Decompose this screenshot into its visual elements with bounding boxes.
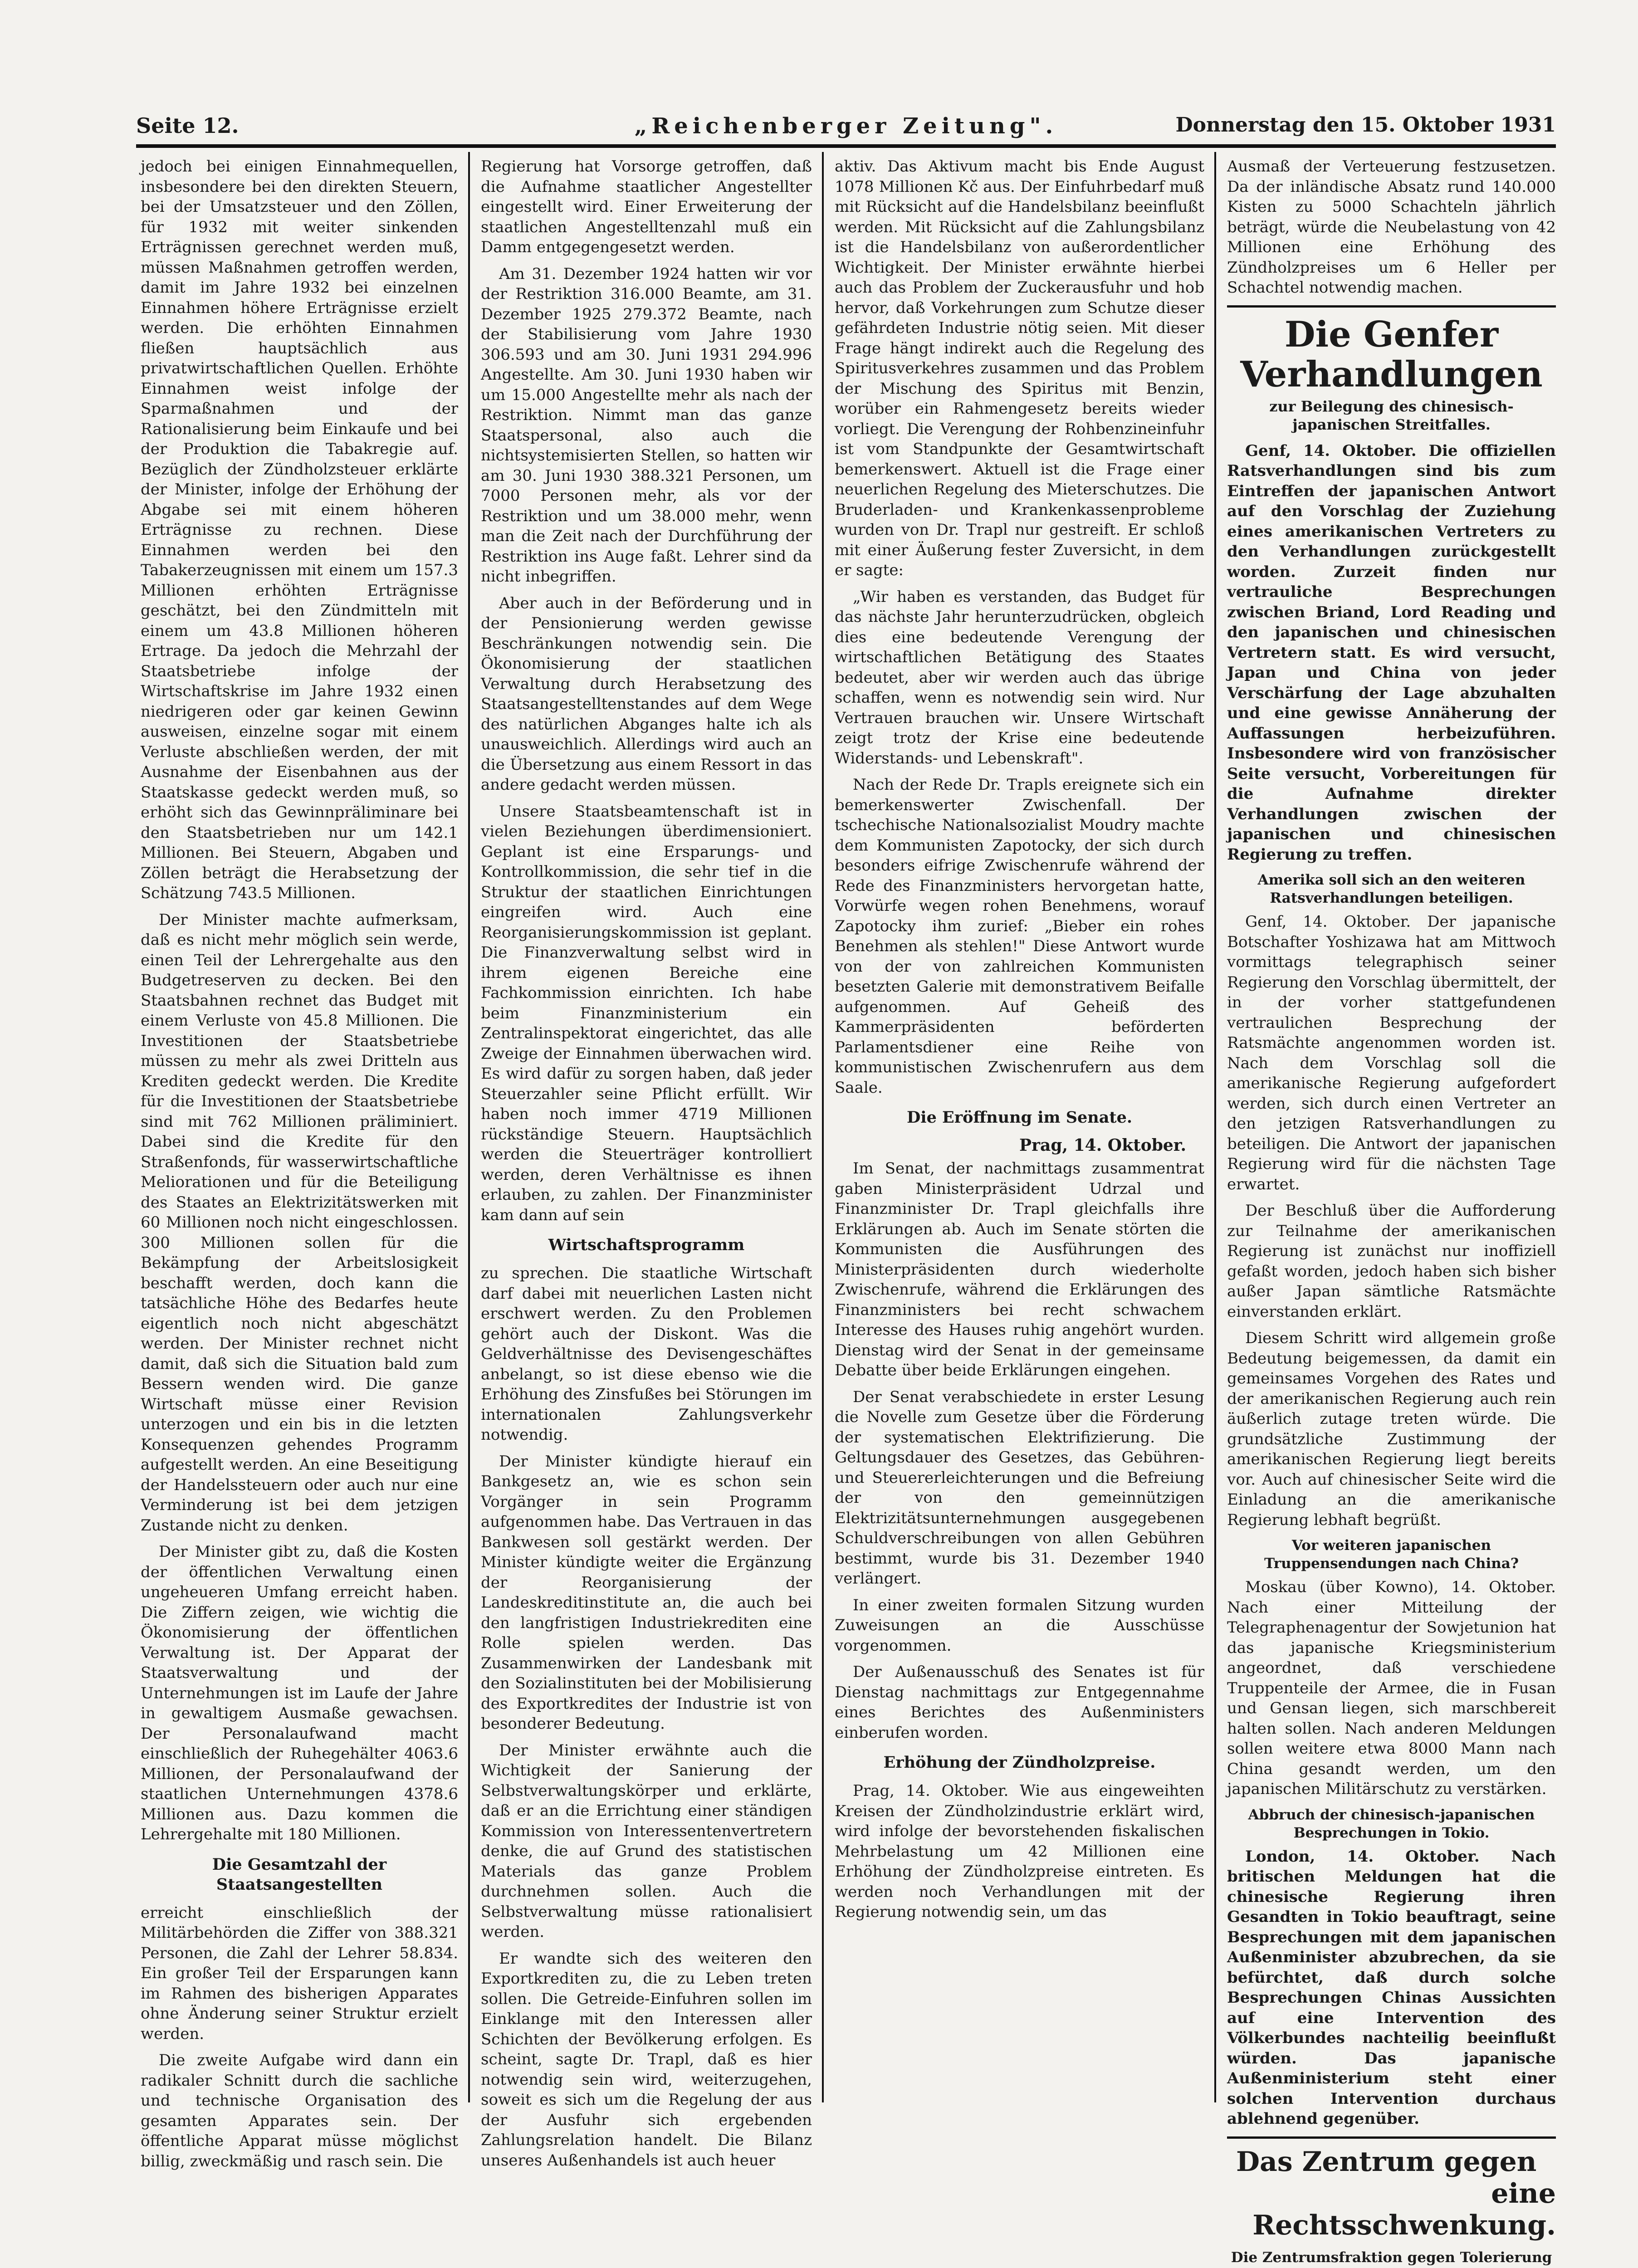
paragraph: „Wir haben es verstanden, das Budget für das nächste Jahr herunterzudrücken, obgleich dies eine bedeutende Verengung der wirtschaftlichen Betätigung des Staates bedeutet, aber wir werden auch das übrige schaffen, wenn es notwendig sein wird. Nur Vertrauen brauchen wir. Unsere Wirtschaft zeigt trotz der Krise eine bedeutende Widerstands- und Lebenskraft". xyxy=(835,587,1204,769)
paragraph: aktiv. Das Aktivum macht bis Ende August 1078 Millionen Kč aus. Der Einfuhrbedarf muß mit Rücksicht auf die Handelsbilanz beeinflußt werden. Mit Rücksicht auf die Zahlungsbilanz ist die Handelsbilanz von außerordentlicher Wichtigkeit. Der Minister erwähnte hierbei auch das Problem der Zuckerausfuhr und hob hervor, daß Vorkehrungen zum Schutze dieser gefährdeten Industrie nötig seien. Mit dieser Frage hängt indirekt auch die Regelung des Spiritusverkehres zusammen und das Problem der Mischung des Spiritus mit Benzin, worüber ein Rahmengesetz bereits wieder vorliegt. Die Verengung der Rohbenzineinfuhr ist vom Standpunkte der Gesamtwirtschaft bemerkenswert. Aktuell ist die Frage einer neuerlichen Regelung des Mieterschutzes. Die Bruderladen- und Krankenkassenprobleme wurden von Dr. Trapl nur gestreift. Er schloß mit einer Äußerung fester Zuversicht, in dem er sagte: xyxy=(835,156,1204,581)
subheading: Die Gesamtzahl der Staatsangestellten xyxy=(141,1855,458,1895)
paragraph: Der Außenausschuß des Senates ist für Dienstag nachmittags zur Entgegennahme eines Berichtes des Außenministers einberufen worden. xyxy=(835,1662,1204,1743)
subheading: Vor weiteren japanischen Truppensendungen nach China? xyxy=(1227,1536,1556,1573)
column-divider xyxy=(1214,152,1216,2102)
paragraph: Die zweite Aufgabe wird dann ein radikaler Schnitt durch die sachliche und technische Organisation des gesamten Apparates sein. Der öffentliche Apparat müsse möglichst billig, zweckmäßig und rasch sein. Die xyxy=(141,2050,458,2171)
paragraph: London, 14. Oktober. Nach britischen Meldungen hat die chinesische Regierung ihren Gesandten in Tokio beauftragt, seine Besprechungen mit dem japanischen Außenminister abzubrechen, da sie befürchtet, daß durch solche Besprechungen Chinas Aussichten auf eine Intervention des Völkerbundes nachteilig beeinflußt würden. Das japanische Außenministerium steht einer solchen Intervention durchaus ablehnend gegenüber. xyxy=(1227,1847,1556,2129)
section-rule xyxy=(1227,2136,1556,2139)
column-4 xyxy=(1227,156,1556,2107)
paragraph: zu sprechen. Die staatliche Wirtschaft darf dabei mit neuerlichen Lasten nicht erschwert werden. Zu den Problemen gehört auch der Diskont. Was die Geldverhältnisse des Devisengeschäftes anbelangt, so ist diese ebenso wie die Erhöhung des Zinsfußes bei Störungen im internationalen Zahlungsverkehr notwendig. xyxy=(481,1263,812,1445)
headline-line-2: eine Rechtsschwenkung. xyxy=(1227,2178,1556,2241)
header-rule xyxy=(136,144,1556,148)
paragraph: Der Minister erwähnte auch die Wichtigkeit der Sanierung der Selbstverwaltungskörper und erklärte, daß er an die Errichtung einer ständigen Kommission von Interessentenvertretern denke, die auf Grund des statistischen Materials das ganze Problem durchnehmen sollen. Auch die Selbstverwaltung müsse rationalisiert werden. xyxy=(481,1740,812,1942)
paragraph: Der Minister kündigte hierauf ein Bankgesetz an, wie es schon sein Vorgänger in sein Programm aufgenommen habe. Das Vertrauen in das Bankwesen soll gestärkt werden. Der Minister kündigte weiter die Ergänzung der Reorganisierung der Landeskreditinstitute an, die auch bei den langfristigen Industriekrediten eine Rolle spielen werden. Das Zusammenwirken der Landesbank mit den Sozialinstituten bei der Mobilisierung des Exportkredites der Industrie ist von besonderer Bedeutung. xyxy=(481,1452,812,1734)
subheading: Die Eröffnung im Senate. xyxy=(835,1108,1204,1128)
dateline: Prag, 14. Oktober. xyxy=(835,1136,1204,1155)
paragraph: Der Senat verabschiedete in erster Lesung die Novelle zum Gesetze über die Förderung der systematischen Elektrifizierung. Die Geltungsdauer des Gesetzes, das Gebühren- und Steuererleichterungen und die Befreiung der von den gemeinnützigen Elektrizitätsunternehmungen ausgegebenen Schuldverschreibungen von allen Gebühren bestimmt, wurde bis 31. Dezember 1940 verlängert. xyxy=(835,1387,1204,1589)
paragraph: Nach der Rede Dr. Trapls ereignete sich ein bemerkenswerter Zwischenfall. Der tschechische Nationalsozialist Moudry machte dem Kommunisten Zapotocky, der sich durch besonders eifrige Zwischenrufe während der Rede des Finanzministers hervorgetan hatte, Vorwürfe wegen rohen Benehmens, worauf Zapotocky ihm zurief: „Bieber ein rohes Benehmen als stehlen!" Diese Antwort wurde von der von zahlreichen Kommunisten besetzten Galerie mit demonstrativem Beifalle aufgenommen. Auf Geheiß des Kammerpräsidenten beförderten Parlamentsdiener eine Reihe von kommunistischen Zwischenrufern aus dem Saale. xyxy=(835,775,1204,1098)
column-divider xyxy=(468,152,470,2102)
subheading: Wirtschaftsprogramm xyxy=(481,1235,812,1255)
paragraph: Er wandte sich des weiteren den Exportkrediten zu, die zu Leben treten sollen. Die Getreide-Einfuhren sollen im Einklange mit den Interessen aller Schichten der Bevölkerung erfolgen. Es scheint, sagte Dr. Trapl, daß es hier notwendig sein wird, weiterzugehen, soweit es sich um die Regelung der aus der Ausfuhr sich ergebenden Zahlungsrelation handelt. Die Bilanz unseres Außenhandels ist auch heuer xyxy=(481,1949,812,2171)
headline-subtitle: zur Beilegung des chinesisch-japanischen Streitfalles. xyxy=(1227,397,1556,434)
paragraph: Ausmaß der Verteuerung festzusetzen. Da der inländische Absatz rund 140.000 Kisten zu 5000 Schachteln jährlich beträgt, würde die Neubelastung von 42 Millionen eine Erhöhung des Zündholzpreises um 6 Heller per Schachtel notwendig machen. xyxy=(1227,156,1556,298)
subheading: Abbruch der chinesisch-japanischen Besprechungen in Tokio. xyxy=(1227,1806,1556,1842)
paragraph: Unsere Staatsbeamtenschaft ist in vielen Beziehungen überdimensioniert. Geplant ist eine Ersparungs- und Kontrollkommission, die sehr tief in die Struktur der staatlichen Einrichtungen eingreifen wird. Auch eine Reorganisierungskommission ist geplant. Die Finanzverwaltung selbst wird in ihrem eigenen Bereiche eine Fachkommission einrichten. Ich habe beim Finanzministerium ein Zentralinspektorat eingerichtet, das alle Zweige der Einnahmen überwachen wird. Es wird dafür zu sorgen haben, daß jeder Steuerzahler seine Pflicht erfüllt. Wir haben noch immer 4719 Millionen rückständige Steuern. Hauptsächlich werden die Steuerträger kontrolliert werden, deren Verhältnisse es ihnen erlauben, zu zahlen. Der Finanzminister kam dann auf sein xyxy=(481,802,812,1226)
paragraph: In einer zweiten formalen Sitzung wurden Zuweisungen an die Ausschüsse vorgenommen. xyxy=(835,1595,1204,1656)
page-header xyxy=(136,113,1556,145)
paragraph: Der Minister gibt zu, daß die Kosten der öffentlichen Verwaltung einen ungeheueren Umfang erreicht haben. Die Ziffern zeigen, wie wichtig die Ökonomisierung der öffentlichen Verwaltung ist. Der Apparat der Staatsverwaltung und der Unternehmungen ist im Laufe der Jahre in gewaltigem Ausmaße gewachsen. Der Personalaufwand macht einschließlich der Ruhegehälter 4063.6 Millionen, der Personalaufwand der staatlichen Unternehmungen 4378.6 Millionen aus. Dazu kommen die Lehrergehalte mit 180 Millionen. xyxy=(141,1542,458,1845)
paragraph: Der Beschluß über die Aufforderung zur Teilnahme der amerikanischen Regierung ist zunächst nur inoffiziell gefaßt worden, jedoch haben sich bisher außer Japan sämtliche Ratsmächte einverstanden erklärt. xyxy=(1227,1201,1556,1322)
paragraph: Genf, 14. Oktober. Der japanische Botschafter Yoshizawa hat am Mittwoch vormittags telegraphisch seiner Regierung den Vorschlag übermittelt, der in der vorher stattgefundenen vertraulichen Besprechung der Ratsmächte angenommen worden ist. Nach dem Vorschlag soll die amerikanische Regierung aufgefordert werden, sich durch einen Vertreter an den jetzigen Ratsverhandlungen zu beteiligen. Die Antwort der japanischen Regierung wird für die nächsten Tage erwartet. xyxy=(1227,912,1556,1194)
paragraph: Prag, 14. Oktober. Wie aus eingeweihten Kreisen der Zündholzindustrie erklärt wird, wird infolge der bevorstehenden fiskalischen Mehrbelastung um 42 Millionen eine Erhöhung der Zündholzpreise eintreten. Es werden noch Verhandlungen mit der Regierung notwendig sein, um das xyxy=(835,1781,1204,1922)
paragraph: Aber auch in der Beförderung und in der Pensionierung werden gewisse Beschränkungen notwendig sein. Die Ökonomisierung der staatlichen Verwaltung durch Herabsetzung des Staatsangestelltenstandes auf dem Wege des natürlichen Abganges halte ich als unausweichlich. Allerdings wird auch an die Übersetzung aus einem Ressort in das andere gedacht werden müssen. xyxy=(481,593,812,795)
paragraph: Am 31. Dezember 1924 hatten wir vor der Restriktion 316.000 Beamte, am 31. Dezember 1925 279.372 Beamte, nach der Stabilisierung vom Jahre 1930 306.593 und am 30. Juni 1931 294.996 Angestellte. Am 30. Juni 1930 haben wir um 15.000 Angestellte mehr als nach der Restriktion. Nimmt man das ganze Staatspersonal, also auch die nichtsystemisierten Stellen, so hatten wir am 30. Juni 1930 388.321 Personen, um 7000 Personen mehr, als vor der Restriktion und um 38.000 mehr, wenn man die Zeit nach der Durchführung der Restriktion ins Auge faßt. Lehrer sind da nicht inbegriffen. xyxy=(481,264,812,587)
subheading: Amerika soll sich an den weiteren Ratsverhandlungen beteiligen. xyxy=(1227,871,1556,907)
headline-subtitle: Die Zentrumsfraktion gegen Tolerierung xyxy=(1227,2248,1556,2268)
column-divider xyxy=(822,152,824,2102)
issue-date: Donnerstag den 15. Oktober 1931 xyxy=(1176,113,1556,137)
newspaper-title: „Reichenberger Zeitung". xyxy=(136,113,1556,139)
paragraph: Genf, 14. Oktober. Die offiziellen Ratsverhandlungen sind bis zum Eintreffen der japanischen Antwort auf den Vorschlag der Zuziehung eines amerikanischen Vertreters zu den Verhandlungen zurückgestellt worden. Zurzeit finden nur vertrauliche Besprechungen zwischen Briand, Lord Reading und den japanischen und chinesischen Vertretern statt. Es wird versucht, Japan und China von jeder Verschärfung der Lage abzuhalten und eine gewisse Annäherung der Auffassungen herbeizuführen. Insbesondere wird von französischer Seite versucht, Vorbereitungen für die Aufnahme direkter Verhandlungen zwischen der japanischen und chinesischen Regierung zu treffen. xyxy=(1227,441,1556,865)
section-rule xyxy=(1227,305,1556,308)
paragraph: erreicht einschließlich der Militärbehörden die Ziffer von 388.321 Personen, die Zahl der Lehrer 58.834. Ein großer Teil der Ersparungen kann im Rahmen des bisherigen Apparates ohne Änderung seiner Struktur erzielt werden. xyxy=(141,1903,458,2044)
paragraph: jedoch bei einigen Einnahmequellen, insbesondere bei den direkten Steuern, bei der Umsatzsteuer und den Zöllen, für 1932 mit weiter sinkenden Erträgnissen gerechnet werden muß, müssen Maßnahmen getroffen werden, damit im Jahre 1932 bei einzelnen Einnahmen höhere Erträgnisse erzielt werden. Die erhöhten Einnahmen fließen hauptsächlich aus privatwirtschaftlichen Quellen. Erhöhte Einnahmen weist infolge der Sparmaßnahmen und der Rationalisierung beim Einkaufe und bei der Produktion die Tabakregie auf. Bezüglich der Zündholzsteuer erklärte der Minister, infolge der Erhöhung der Abgabe sei mit einem höheren Erträgnisse zu rechnen. Diese Einnahmen werden bei den Tabakerzeugnissen mit einem um 157.3 Millionen erhöhten Erträgnisse geschätzt, bei den Zündmitteln mit einem um 43.8 Millionen höheren Ertrage. Da jedoch die Mehrzahl der Staatsbetriebe infolge der Wirtschaftskrise im Jahre 1932 einen niedrigeren oder gar keinen Gewinn ausweisen, einzelne sogar mit einem Verluste abschließen werden, der mit Ausnahme der Eisenbahnen aus der Staatskasse gedeckt werden muß, so erhöht sich das Gewinnpräliminare bei den Staatsbetrieben nur um 142.1 Millionen. Bei Steuern, Abgaben und Zöllen beträgt die Herabsetzung der Schätzung 743.5 Millionen. xyxy=(141,156,458,904)
paragraph: Diesem Schritt wird allgemein große Bedeutung beigemessen, da damit ein gemeinsames Vorgehen des Rates und der amerikanischen Regierung auch rein äußerlich zutage treten würde. Die grundsätzliche Zustimmung der amerikanischen Regierung liegt bereits vor. Auch auf chinesischer Seite wird die Einladung an die amerikanische Regierung lebhaft begrüßt. xyxy=(1227,1328,1556,1530)
subheading: Erhöhung der Zündholzpreise. xyxy=(835,1753,1204,1773)
column-3 xyxy=(835,156,1204,2107)
headline: Die Genfer Verhandlungen xyxy=(1227,315,1556,395)
paragraph: Der Minister machte aufmerksam, daß es nicht mehr möglich sein werde, einen Teil der Lehrergehalte aus den Budgetreserven zu decken. Bei den Staatsbahnen rechnet das Budget mit einem Verluste von 45.8 Millionen. Die Investitionen der Staatsbetriebe müssen zu mehr als zwei Dritteln aus Krediten gedeckt werden. Die Kredite für die Investitionen der Staatsbetriebe sind mit 762 Millionen präliminiert. Dabei sind die Kredite für den Straßenfonds, für wasserwirtschaftliche Meliorationen und für die Beteiligung des Staates an Elektrizitätswerken mit 60 Millionen noch nicht eingeschlossen. 300 Millionen sollen für die Bekämpfung der Arbeitslosigkeit beschafft werden, doch kann die tatsächliche Höhe des Bedarfes heute eigentlich noch nicht abgeschätzt werden. Der Minister rechnet nicht damit, daß sich die Situation bald zum Bessern wenden wird. Die ganze Wirtschaft müsse einer Revision unterzogen und ein bis in die letzten Konsequenzen gehendes Programm aufgestellt werden. An eine Beseitigung der Handelssteuern oder auch nur eine Verminderung ist bei dem jetzigen Zustande nicht zu denken. xyxy=(141,910,458,1536)
page-number: Seite 12. xyxy=(136,113,239,138)
headline-line-1: Das Zentrum gegen xyxy=(1236,2146,1556,2178)
paragraph: Im Senat, der nachmittags zusammentrat gaben Ministerpräsident Udrzal und Finanzminister Dr. Trapl gleichfalls ihre Erklärungen ab. Auch im Senate störten die Kommunisten die Ausführungen des Ministerpräsidenten durch wiederholte Zwischenrufe, während die Erklärungen des Finanzministers bei recht schwachem Interesse des Hauses ruhig angehört wurden. Dienstag wird der Senat in der gemeinsame Debatte über beide Erklärungen eingehen. xyxy=(835,1158,1204,1381)
paragraph: Moskau (über Kowno), 14. Oktober. Nach einer Mitteilung der Telegraphenagentur der Sowjetunion hat das japanische Kriegsministerium angeordnet, daß verschiedene Truppenteile der Armee, die in Fusan und Gensan liegen, sich marschbereit halten sollen. Nach anderen Meldungen sollen weitere etwa 8000 Mann nach China gesandt werden, um den japanischen Militärschutz zu verstärken. xyxy=(1227,1577,1556,1799)
column-1 xyxy=(141,156,458,2107)
paragraph: Regierung hat Vorsorge getroffen, daß die Aufnahme staatlicher Angestellter eingestellt wird. Einer Erweiterung der staatlichen Angestelltenzahl muß ein Damm entgegengesetzt werden. xyxy=(481,156,812,258)
column-2 xyxy=(481,156,812,2107)
